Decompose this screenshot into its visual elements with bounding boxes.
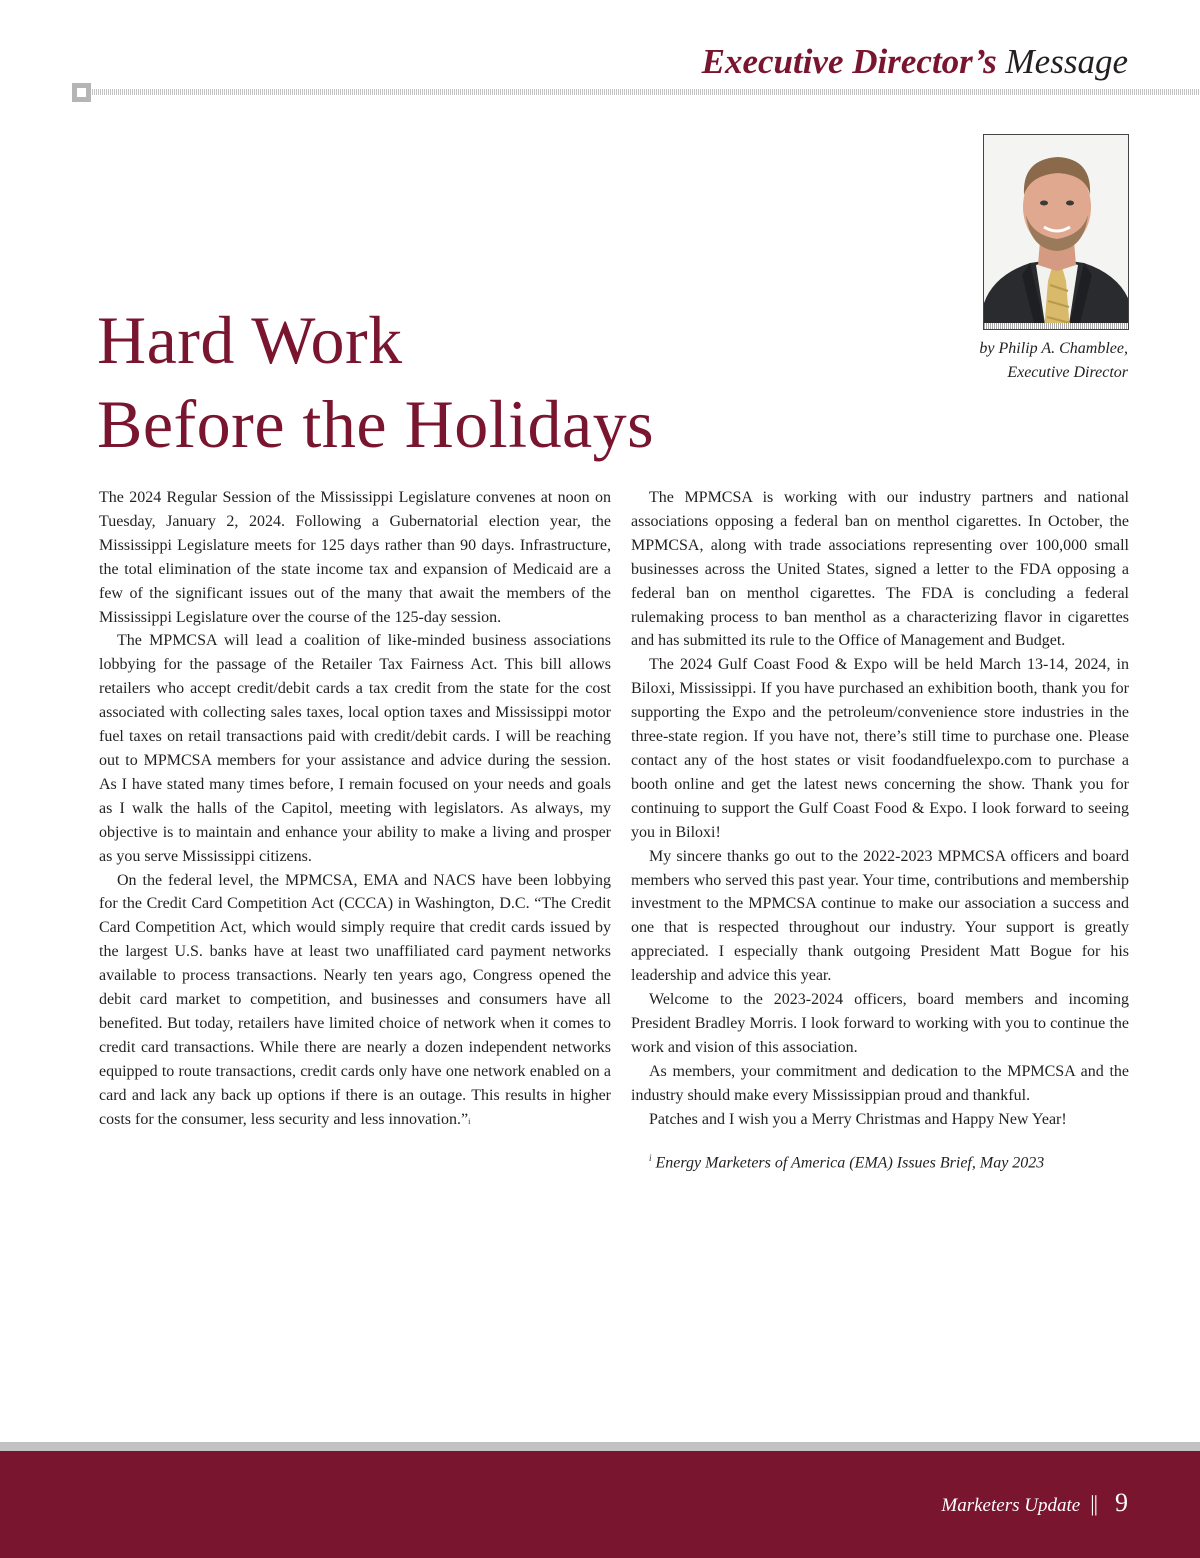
headline-line-1: Hard Work [97,302,403,378]
paragraph: My sincere thanks go out to the 2022-2023 MPMCSA officers and board members who served this past year. Your time, contributions and membership investment to the MPMCSA continue to make our association a success and one that is respected throughout our industry. Your support is greatly appreciated. I especially thank outgoing President Matt Bogue for his leadership and advice this year. [631,847,1129,985]
footer [941,1488,1128,1518]
paragraph-text: On the federal level, the MPMCSA, EMA and NACS have been lobbying for the Credit Card Competition Act (CCCA) in Washington, D.C. “The Credit Card Competition Act, which would simply require that credit cards issued by the largest U.S. banks have at least two unaffiliated card payment networks available to process transactions. Nearly ten years ago, Congress opened the debit card market to competition, and businesses and consumers have all benefited. But today, retailers have limited choice of network when it comes to credit card transactions. While there are nearly a dozen independent networks equipped to route transactions, credit cards only have one network enabled on a card and lack any back up options if there is an outage. This results in higher costs for the consumer, less security and less innovation.” [99,871,611,1128]
paragraph: Welcome to the 2023-2024 officers, board members and incoming President Bradley Morris. I look forward to working with you to continue the work and vision of this association. [631,991,1129,1056]
paragraph: As members, your commitment and dedication to the MPMCSA and the industry should make every Mississippian proud and thankful. [631,1062,1129,1104]
portrait-fringe [984,323,1128,329]
section-header [702,40,1128,84]
page-number: 9 [1115,1488,1128,1517]
paragraph: The MPMCSA will lead a coalition of like-minded business associations lobbying for the passage of the Retailer Tax Fairness Act. This bill allows retailers who accept credit/debit cards a tax credit from the state for the cost associated with collecting sales taxes, local option taxes and Mississippi motor fuel taxes on retail transactions paid with credit/debit cards. I will be reaching out to MPMCSA members for your assistance and advice during the session. As I have stated many times before, I remain focused on your needs and goals as I walk the halls of the Capitol, meeting with legislators. As always, my objective is to maintain and enhance your ability to make a living and prosper as you serve Mississippi citizens. [99,632,611,865]
section-header-bold: Executive Director’s [701,42,997,81]
footnote-marker: i [468,1116,471,1126]
byline-author: by Philip A. Chamblee, [979,340,1128,357]
paragraph: The 2024 Regular Session of the Mississippi Legislature convenes at noon on Tuesday, January 2, 2024. Following a Gubernatorial election year, the Mississippi Legislature meets for 125 days rather than 90 days. Infrastructure, the total elimination of the state income tax and expansion of Medicaid are a few of the significant issues out of the many that await the members of the Mississippi Legislature over the course of the 125-day session. [99,489,611,626]
header-rule-box-icon [72,83,91,102]
byline-title: Executive Director [1007,364,1128,381]
publication-name: Marketers Update [941,1495,1081,1516]
byline [868,337,1128,385]
footer-rule [0,1442,1200,1451]
paragraph [99,869,611,1132]
paragraph: The 2024 Gulf Coast Food & Expo will be held March 13-14, 2024, in Biloxi, Mississippi. If you have purchased an exhibition booth, thank you for supporting the Expo and the petroleum/convenience store industries in the three-state region. If you have not, there’s still time to purchase one. Please contact any of the host states or visit foodandfuelexpo.com to purchase a booth online and get the latest news concerning the show. Thank you for continuing to support the Gulf Coast Food & Expo. I look forward to seeing you in Biloxi! [631,656,1129,841]
header-rule [90,89,1200,95]
article-column-left [99,486,611,1131]
paragraph: Patches and I wish you a Merry Christmas and Happy New Year! [649,1110,1067,1128]
footnote-marker: i [649,1153,652,1164]
author-portrait [983,134,1129,330]
footer-separator: || [1090,1491,1097,1516]
portrait-illustration [984,135,1129,330]
paragraph: The MPMCSA is working with our industry partners and national associations opposing a federal ban on menthol cigarettes. In October, the MPMCSA, along with trade associations representing over 100,000 small businesses across the United States, signed a letter to the FDA opposing a federal ban on menthol cigarettes. The FDA is concluding a federal rulemaking process to ban menthol as a characterizing flavor in cigarettes and has submitted its rule to the Office of Management and Budget. [631,489,1129,650]
footnote [631,1147,1129,1175]
footnote-text: Energy Marketers of America (EMA) Issues Brief, May 2023 [655,1154,1045,1172]
section-header-light: Message [1005,42,1128,81]
article-column-right [631,486,1129,1176]
headline-line-2: Before the Holidays [97,386,655,462]
article-headline [97,298,857,466]
